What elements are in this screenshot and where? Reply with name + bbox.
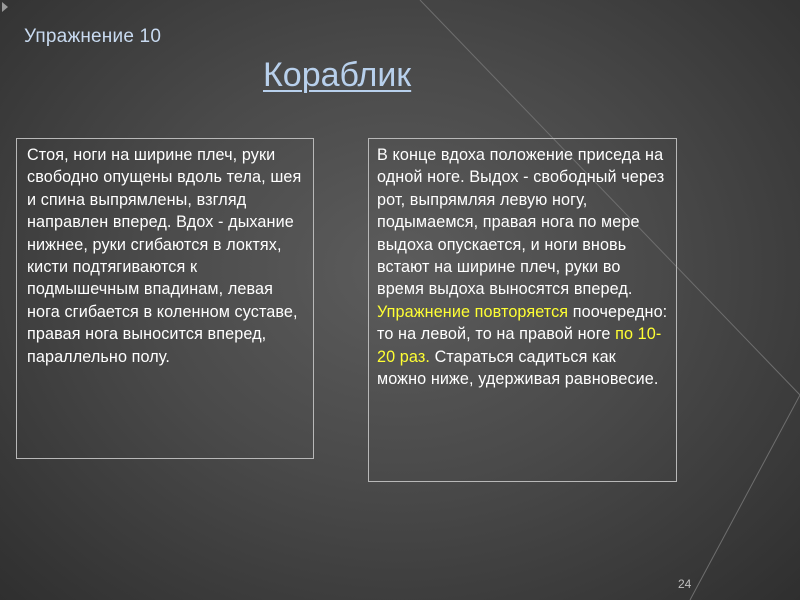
- right-text-box: [368, 138, 677, 482]
- slide-title: Кораблик: [263, 56, 412, 94]
- right-box-text-3: Стараться садиться как можно ниже, удерживая равновесие.: [377, 347, 659, 389]
- right-box-text-2: поочередно: то на левой, то на правой ноге: [377, 302, 668, 344]
- right-box-text-1: В конце вдоха положение приседа на одной ноге. Выдох - свободный через рот, выпрямляя левую ногу, подымаемся, правая нога по мере выдоха опускается, и ноги вновь встают на ширине плеч, руки во время выдоха выносятся вперед.: [377, 146, 665, 299]
- right-box-highlight-1: Упражнение повторяется: [377, 302, 569, 321]
- page-number: 24: [678, 577, 692, 591]
- left-text-box: [16, 138, 314, 459]
- corner-arrow-icon: [2, 2, 8, 12]
- left-box-text: Стоя, ноги на ширине плеч, руки свободно опущены вдоль тела, шея и спина выпрямлены, взгляд направлен вперед. Вдох - дыхание нижнее, руки сгибаются в локтях, кисти подтягиваются к подмышечным впадинам, левая нога сгибается в коленном суставе, правая нога выносится вперед, параллельно полу.: [27, 146, 302, 366]
- right-box-highlight-2: по 10-20 раз.: [377, 325, 662, 366]
- exercise-number: Упражнение 10: [24, 26, 162, 47]
